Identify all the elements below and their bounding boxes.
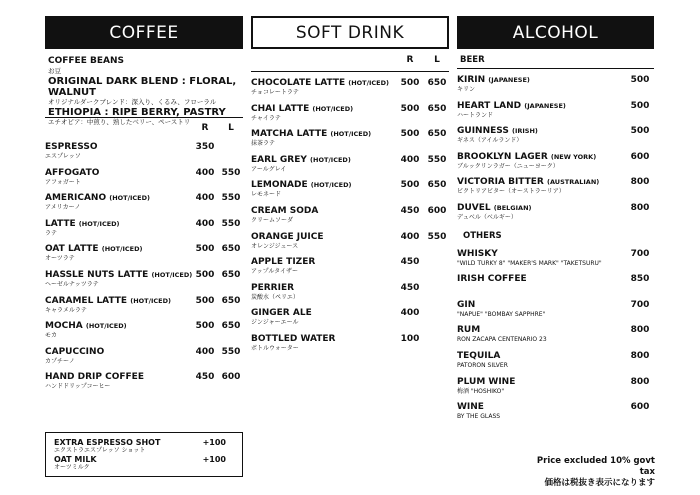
menu-item-note: (HOT/ICED) [330,130,372,139]
menu-item-subtitle: ブルックリンラガー（ニューヨーク） [457,162,559,170]
price-large: 600 [427,205,447,216]
menu-item-title: DUVEL [457,202,491,213]
menu-item-title: ESPRESSO [45,142,98,152]
soft-drink-column [251,16,449,360]
menu-item-note: (HOT/ICED) [101,245,143,254]
menu-item [45,168,243,194]
menu-item-note: (AUSTRALIAN) [547,178,600,187]
alcohol-header: ALCOHOL [457,16,654,49]
menu-item-note: (IRISH) [511,127,538,136]
price-large: 550 [427,231,447,242]
menu-item-note: (HOT/ICED) [310,155,351,164]
price-large: 550 [427,154,447,165]
price: 800 [630,202,650,213]
soft-item-list [251,72,449,360]
extra-name: OAT MILK [54,455,97,464]
menu-item-subtitle: ギネス（アイルランド） [457,137,523,145]
price-regular: 400 [195,218,215,229]
menu-item-subtitle: 抹茶ラテ [251,140,276,148]
menu-item-note: (NEW YORK) [550,152,597,161]
menu-item-subtitle: オレンジジュース [251,242,299,250]
menu-item [457,300,654,326]
menu-item-title: LATTE [45,218,76,229]
menu-item-subtitle: カプチーノ [45,357,75,365]
menu-item-subtitle: 梅酒 "HOSHIKO" [457,387,505,395]
menu-item [457,325,654,351]
extras-box [45,432,243,477]
menu-item [457,75,654,101]
price-regular: 350 [195,142,215,152]
coffee-size-l: L [228,123,234,133]
menu-item-name [457,377,654,388]
price-large: 650 [221,244,241,255]
menu-item-name [457,101,654,112]
price-large: 650 [221,295,241,306]
soft-size-l: L [434,55,440,65]
price-regular: 400 [400,231,420,242]
menu-item [457,152,654,178]
menu-item-title: GUINNESS [457,126,509,137]
menu-item-title: GIN [457,299,476,310]
menu-item [251,206,449,232]
price: 500 [630,100,650,111]
extra-name-jp: エクストラエスプレッソ ショット [54,447,146,454]
price-large: 650 [427,180,447,191]
menu-item-title: AFFOGATO [45,167,100,178]
beer-item-list [457,69,654,229]
price-regular: 500 [195,269,215,280]
price-regular: 450 [400,282,420,293]
menu-item [457,377,654,403]
menu-item-name [457,75,654,86]
menu-item-subtitle: RON ZACAPA CENTENARIO 23 [457,336,547,344]
bean-blend-1: ORIGINAL DARK BLEND : FLORAL, WALNUT [48,76,237,98]
menu-item-title: OAT LATTE [45,244,99,255]
menu-item-title: HAND DRIP COFFEE [45,372,144,383]
menu-item-note: (JAPANESE) [488,76,530,84]
coffee-column [45,16,243,398]
menu-item-subtitle: ハートランド [457,111,494,119]
menu-item-title: BROOKLYN LAGER [457,151,548,162]
price-regular: 400 [195,167,215,178]
menu-item-subtitle: ビクトリアビター（オーストラーリア） [457,188,565,196]
menu-item-subtitle: ヘーゼルナッツラテ [45,280,99,288]
menu-item-subtitle: オーツラテ [45,255,75,263]
menu-item-name [457,203,654,214]
menu-item-name [457,402,654,413]
price-large: 650 [221,269,241,280]
menu-item-title: MOCHA [45,321,83,332]
menu-item-subtitle: "NAPUE" "BOMBAY SAPPHRE" [457,310,546,318]
menu-item-note: (JAPANESE) [524,101,566,110]
price-regular: 400 [400,154,420,165]
price: 700 [630,299,650,310]
menu-item [45,219,243,245]
menu-item [251,232,449,258]
extra-name-jp: オーツミルク [54,464,90,471]
others-label: OTHERS [463,230,502,241]
menu-item-subtitle: "WILD TURKY 8" "MAKER'S MARK" "TAKETSURU" [457,259,602,267]
menu-item [457,274,654,300]
menu-item [45,296,243,322]
price-large: 550 [221,218,241,229]
price-large: 650 [427,129,447,140]
beer-label: BEER [460,55,485,65]
menu-item-subtitle: チョコレートラテ [251,89,299,96]
menu-item-name [457,152,654,163]
menu-item-title: EARL GREY [251,154,307,165]
menu-item-title: CAPUCCINO [45,346,105,357]
coffee-item-list [45,138,243,398]
price-regular: 500 [400,78,420,88]
extra-row [54,438,234,455]
menu-item-note: (HOT/ICED) [151,270,193,279]
menu-item [251,78,449,104]
menu-item-title: APPLE TIZER [251,257,316,268]
menu-item [45,321,243,347]
menu-item-subtitle: ボトルウォーター [251,344,299,352]
menu-item-title: MATCHA LATTE [251,129,328,140]
price: 700 [630,248,650,259]
menu-item-name [457,300,654,311]
price: 600 [630,151,650,162]
tax-note [520,456,655,489]
price-regular: 500 [195,244,215,255]
menu-item-title: RUM [457,325,481,336]
menu-item [251,257,449,283]
menu-item [457,249,654,275]
menu-item-title: VICTORIA BITTER [457,177,544,188]
menu-item [457,351,654,377]
menu-item-name [457,274,654,285]
menu-item-subtitle: 炭酸水（ペリエ） [251,293,299,301]
price: 850 [630,274,650,285]
price-regular: 450 [400,205,420,216]
extra-row [54,455,234,472]
menu-item-subtitle: PATORON SILVER [457,361,508,369]
menu-item [45,193,243,219]
menu-item-subtitle: クリームソーダ [251,216,294,224]
menu-item-subtitle: デュベル（ベルギー） [457,213,517,221]
menu-item [45,142,243,168]
menu-item-title: CREAM SODA [251,205,319,216]
coffee-header: COFFEE [45,16,243,49]
bean-blend-1-jp: オリジナルダークブレンド：深入り、くるみ、フローラル [48,98,217,106]
tax-note-jp: 価格は税抜き表示になります [544,478,655,488]
menu-item-title: PERRIER [251,282,295,293]
price-regular: 400 [400,308,420,319]
price-large: 650 [427,78,447,88]
menu-item [251,180,449,206]
menu-item-subtitle: ラテ [45,229,58,237]
menu-item-note: (HOT/ICED) [78,219,120,228]
menu-item-title: AMERICANO [45,193,107,204]
price-regular: 400 [195,193,215,204]
price-large: 650 [221,321,241,332]
menu-item-note: (HOT/ICED) [130,296,171,305]
coffee-beans-title: COFFEE BEANS [48,56,124,66]
menu-item-name [457,177,654,188]
menu-item-subtitle: キャラメルラテ [45,306,87,314]
menu-item [45,347,243,373]
menu-item-note: (HOT/ICED) [109,194,150,203]
price: 500 [630,126,650,137]
menu-item-subtitle: BY THE GLASS [457,413,501,421]
extra-name: EXTRA ESPRESSO SHOT [54,438,161,447]
menu-item [251,334,449,360]
price-large: 650 [427,103,447,114]
menu-item-title: WINE [457,402,484,413]
menu-item [251,104,449,130]
menu-item-note: (HOT/ICED) [310,181,352,190]
soft-drink-header: SOFT DRINK [251,16,449,49]
menu-item-title: CHAI LATTE [251,103,310,114]
menu-item-title: WHISKY [457,248,498,259]
menu-item-name [457,249,654,260]
menu-item-title: BOTTLED WATER [251,333,336,344]
menu-item-subtitle: キリン [457,86,476,93]
menu-item-note: (BELGIAN) [493,203,532,212]
menu-item-subtitle: アールグレイ [251,165,287,173]
menu-item-title: LEMONADE [251,180,308,191]
menu-item [251,308,449,334]
coffee-size-r: R [201,123,209,133]
menu-item-name [457,351,654,362]
soft-size-r: R [406,55,414,65]
menu-item-subtitle: チャイラテ [251,114,281,122]
price-regular: 500 [400,180,420,191]
menu-item-note: (HOT/ICED) [85,322,127,331]
menu-item [251,129,449,155]
extra-price: +100 [202,455,226,464]
tax-note-en: Price excluded 10% govt tax [536,456,655,477]
menu-item-subtitle: レモネード [251,191,282,199]
extra-price: +100 [202,438,226,447]
menu-item [251,155,449,181]
menu-item-name [457,126,654,137]
menu-item-title: GINGER ALE [251,308,312,319]
bean-blend-2: ETHIOPIA : RIPE BERRY, PASTRY [48,107,226,118]
price-regular: 450 [195,372,215,383]
menu-item-title: CARAMEL LATTE [45,295,128,306]
price-regular: 500 [195,295,215,306]
price: 800 [630,325,650,336]
price: 800 [630,177,650,188]
menu-item-name [457,325,654,336]
others-item-list [457,249,654,428]
bean-blend-2-jp: エチオピア：中煎り、熟したベリー、ペーストリ [48,118,191,126]
menu-item [457,101,654,127]
menu-item-title: IRISH COFFEE [457,274,527,285]
price-regular: 500 [195,321,215,332]
price-regular: 100 [400,333,420,344]
price-large: 600 [221,372,241,383]
menu-item [45,270,243,296]
menu-item-title: PLUM WINE [457,376,516,387]
price-regular: 400 [195,346,215,357]
menu-item-title: HEART LAND [457,100,522,111]
soft-size-header [251,49,449,71]
menu-item-title: KIRIN [457,75,486,85]
menu-item [457,177,654,203]
price-regular: 500 [400,103,420,114]
menu-item-title: CHOCOLATE LATTE [251,78,346,88]
alcohol-column [457,16,654,428]
menu-item [457,126,654,152]
menu-item-subtitle: モカ [45,332,58,340]
menu-item-title: ORANGE JUICE [251,231,324,242]
price: 800 [630,350,650,361]
menu-item [457,203,654,229]
coffee-beans-block [45,49,243,126]
menu-item-title: HASSLE NUTS LATTE [45,269,149,280]
menu-item-title: TEQUILA [457,350,501,361]
menu-item-subtitle: ハンドドリップコーヒー [45,383,111,391]
price: 500 [630,75,650,85]
menu-item-subtitle: アメリカーノ [45,204,81,212]
menu-item-subtitle: ジンジャーエール [251,319,299,327]
menu-item [45,244,243,270]
coffee-beans-title-jp: お豆 [48,67,61,75]
price-large: 550 [221,167,241,178]
menu-item [45,372,243,398]
price: 800 [630,376,650,387]
menu-item-subtitle: アフォガート [45,178,81,186]
menu-item-subtitle: エスプレッソ [45,153,81,160]
menu-item-note: (HOT/ICED) [312,104,354,113]
price: 600 [630,402,650,413]
menu-item [457,402,654,428]
price-large: 550 [221,346,241,357]
menu-item-subtitle: アップルタイザー [251,268,298,276]
price-regular: 500 [400,129,420,140]
price-large: 550 [221,193,241,204]
menu-item [251,283,449,309]
price-regular: 450 [400,257,420,268]
menu-item-note: (HOT/ICED) [348,79,389,87]
